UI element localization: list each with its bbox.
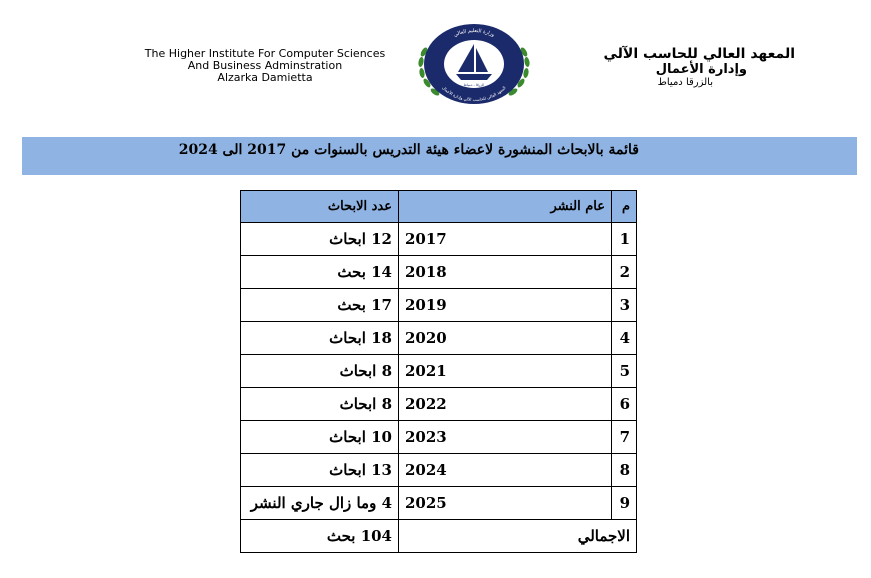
institute-name-arabic xyxy=(580,46,795,89)
arabic-line-1: المعهد العالي للحاسب الآلي xyxy=(603,46,795,62)
table-row xyxy=(241,223,637,256)
row-num: 2 xyxy=(612,256,637,289)
row-year: 2024 xyxy=(399,454,612,487)
row-year: 2019 xyxy=(399,289,612,322)
row-num: 1 xyxy=(612,223,637,256)
row-year: 2018 xyxy=(399,256,612,289)
arabic-line-3: بالزرقا دمياط xyxy=(657,77,713,88)
row-num: 8 xyxy=(612,454,637,487)
logo-mid-text: الزرقا - دمياط xyxy=(463,83,485,87)
table-row xyxy=(241,355,637,388)
row-year: 2025 xyxy=(399,487,612,520)
table-row xyxy=(241,256,637,289)
total-label: الاجمالي xyxy=(399,520,637,553)
row-year: 2022 xyxy=(399,388,612,421)
institute-name-english xyxy=(110,48,420,84)
row-year: 2021 xyxy=(399,355,612,388)
row-count: 13 ابحاث xyxy=(241,454,399,487)
row-num: 9 xyxy=(612,487,637,520)
header-year: عام النشر xyxy=(399,191,612,223)
table-row xyxy=(241,388,637,421)
total-row xyxy=(241,520,637,553)
row-year: 2023 xyxy=(399,421,612,454)
table-row xyxy=(241,322,637,355)
table-row xyxy=(241,289,637,322)
research-table xyxy=(240,190,637,553)
table-header-row xyxy=(241,191,637,223)
title-bar xyxy=(22,137,857,175)
row-num: 5 xyxy=(612,355,637,388)
row-count: 10 ابحاث xyxy=(241,421,399,454)
row-num: 3 xyxy=(612,289,637,322)
institute-logo xyxy=(414,22,534,106)
english-line-2: And Business Adminstration xyxy=(187,59,343,72)
row-count: 14 بحث xyxy=(241,256,399,289)
page-title: قائمة بالابحاث المنشورة لاعضاء هيئة التدريس بالسنوات من 2017 الى 2024 xyxy=(178,142,639,158)
row-count: 8 ابحاث xyxy=(241,388,399,421)
row-count: 4 وما زال جاري النشر xyxy=(241,487,399,520)
row-year: 2017 xyxy=(399,223,612,256)
logo-top-text: وزارة التعليم العالي xyxy=(452,27,496,39)
row-num: 4 xyxy=(612,322,637,355)
logo-bottom-text: المعهد العالي للحاسب الآلي وإدارة الأعمال xyxy=(441,85,507,103)
english-line-1: The Higher Institute For Computer Sciences xyxy=(144,47,386,60)
header-count: عدد الابحاث xyxy=(241,191,399,223)
table-row xyxy=(241,487,637,520)
row-count: 12 ابحاث xyxy=(241,223,399,256)
row-year: 2020 xyxy=(399,322,612,355)
english-line-3: Alzarka Damietta xyxy=(217,71,313,84)
row-num: 7 xyxy=(612,421,637,454)
row-count: 17 بحث xyxy=(241,289,399,322)
row-count: 18 ابحاث xyxy=(241,322,399,355)
header-num: م xyxy=(612,191,637,223)
table-row xyxy=(241,454,637,487)
table-row xyxy=(241,421,637,454)
arabic-line-2: وإدارة الأعمال xyxy=(655,62,747,77)
row-count: 8 ابحاث xyxy=(241,355,399,388)
row-num: 6 xyxy=(612,388,637,421)
total-value: 104 بحث xyxy=(241,520,399,553)
